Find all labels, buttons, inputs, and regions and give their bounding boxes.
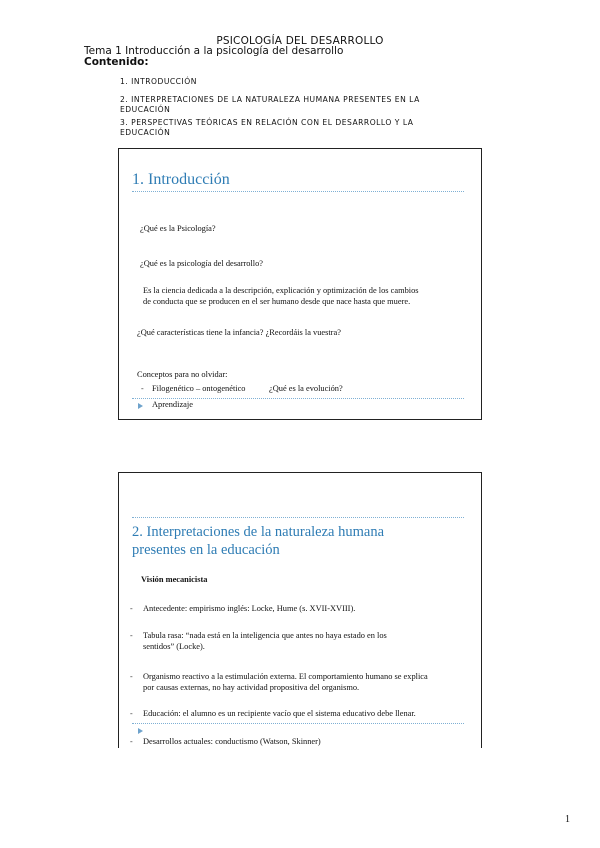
concepts-label: Conceptos para no olvidar:: [137, 370, 228, 379]
bullet-current-developments: Desarrollos actuales: conductismo (Watson, Skinner): [143, 737, 321, 746]
concept-learning: Aprendizaje: [152, 400, 193, 409]
contents-heading: Contenido:: [84, 56, 149, 68]
definition-line-2: de conducta que se producen en el ser humano desde que nace hasta que muere.: [143, 297, 411, 306]
title-divider: [132, 191, 464, 192]
bullet-reactive-organism-line-1: Organismo reactivo a la estimulación externa. El comportamiento humano se explica: [143, 672, 428, 681]
bullet-reactive-organism-line-2: por causas externas, no hay actividad propositiva del organismo.: [143, 683, 360, 692]
definition-line-1: Es la ciencia dedicada a la descripción, explicación y optimización de los cambios: [143, 286, 419, 295]
bullet-tabula-rasa-line-2: sentidos” (Locke).: [143, 642, 205, 651]
bullet-dash: -: [130, 737, 133, 746]
question-childhood: ¿Qué características tiene la infancia? ¿Recordáis la vuestra?: [137, 328, 341, 337]
page-number: 1: [565, 814, 570, 825]
bullet-antecedent: Antecedente: empirismo inglés: Locke, Hume (s. XVII-XVIII).: [143, 604, 356, 613]
question-psychology: ¿Qué es la Psicología?: [140, 224, 216, 233]
slide-nav-arrow-icon: [138, 728, 143, 734]
question-developmental-psychology: ¿Qué es la psicología del desarrollo?: [140, 259, 264, 268]
slide-introduction: [118, 148, 482, 420]
bullet-dash: -: [130, 709, 133, 718]
bullet-tabula-rasa-line-1: Tabula rasa: “nada está en la inteligencia que antes no haya estado en los: [143, 631, 387, 640]
toc-item-1: 1. INTRODUCCIÓN: [120, 77, 197, 86]
bullet-dash: -: [130, 672, 133, 681]
slide-human-nature: [118, 472, 482, 748]
footer-divider: [132, 723, 464, 724]
slide-nav-arrow-icon: [138, 403, 143, 409]
toc-item-2: 2. INTERPRETACIONES DE LA NATURALEZA HUMANA PRESENTES EN LA EDUCACIÓN: [120, 95, 420, 114]
bullet-dash: -: [130, 631, 133, 640]
slide-title-line-2: presentes en la educación: [132, 542, 280, 558]
slide-title: 1. Introducción: [132, 171, 230, 188]
bullet-dash: -: [130, 604, 133, 613]
slide-title-line-1: 2. Interpretaciones de la naturaleza humana: [132, 524, 385, 540]
document-subtitle: Tema 1 Introducción a la psicología del desarrollo: [84, 45, 344, 57]
bullet-dash: -: [141, 384, 144, 393]
bullet-education: Educación: el alumno es un recipiente vacío que el sistema educativo debe llenar.: [143, 709, 416, 718]
toc-item-3: 3. PERSPECTIVAS TEÓRICAS EN RELACIÓN CON EL DESARROLLO Y LA EDUCACIÓN: [120, 118, 414, 137]
question-evolution: ¿Qué es la evolución?: [269, 384, 343, 393]
section-heading: Visión mecanicista: [141, 575, 208, 584]
concept-phylogenetic: Filogenético – ontogenético: [152, 384, 246, 393]
page-title: PSICOLOGÍA DEL DESARROLLO: [216, 35, 384, 47]
header-divider: [132, 517, 464, 518]
